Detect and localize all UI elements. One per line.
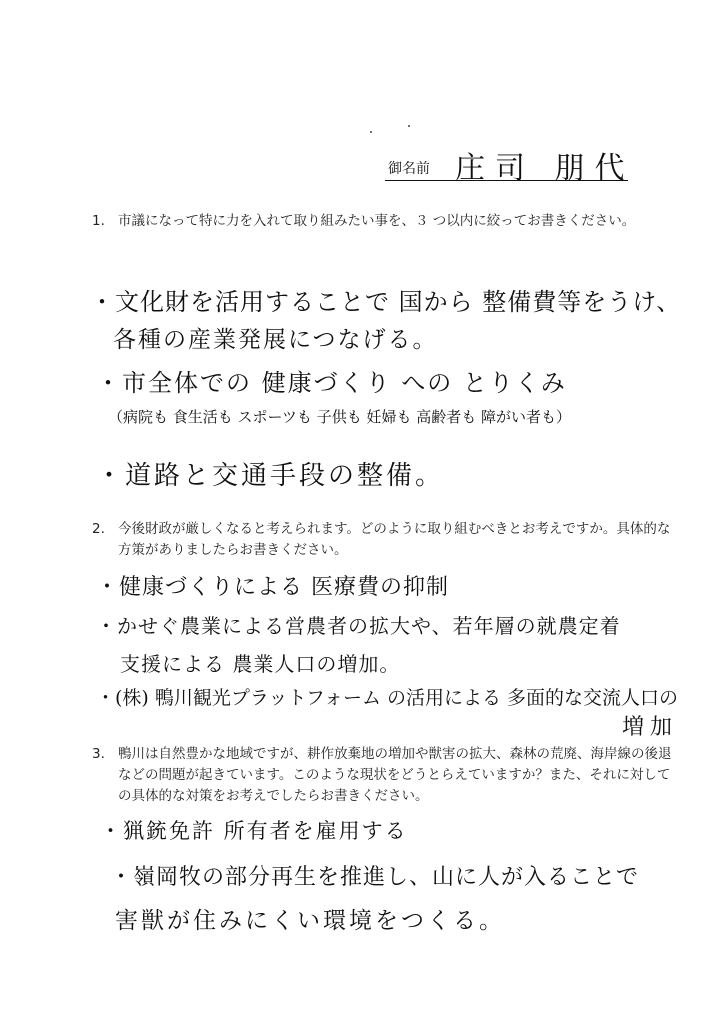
answer-2-line-5: 増加	[622, 715, 679, 740]
answer-3-line-2: ・嶺岡牧の部分再生を推進し、山に人が入ることで	[110, 865, 640, 890]
question-text: 今後財政が厳しくなると考えられます。どのように取り組むべきとお考えですか。具体的な方策がありましたらお書きください。	[118, 521, 671, 558]
answer-3-line-3: 害獣が住みにくい環境をつくる。	[115, 908, 505, 934]
question-text: 鴨川は自然豊かな地域ですが、耕作放棄地の増加や獣害の拡大、森林の荒廃、海岸線の後退などの問題が起きています。このような現状をどうとらえていますか？また、それに対しての具体的な対策をお考えでしたらお書きください。	[118, 746, 672, 804]
scan-speck	[408, 125, 410, 127]
question-number: 1.	[92, 213, 105, 229]
name-handwritten: 庄司 朋代	[455, 151, 635, 186]
scan-speck	[370, 131, 372, 133]
answer-2-line-1: ・健康づくりによる 医療費の抑制	[96, 575, 449, 600]
answer-1-line-4: （病院も 食生活も スポーツも 子供も 妊婦も 高齢者も 障がい者も）	[108, 408, 572, 426]
answer-1-line-1: ・文化財を活用することで 国から 整備費等をうけ、	[90, 288, 682, 316]
answer-1-line-5: ・道路と交通手段の整備。	[96, 461, 445, 491]
question-number: 3.	[92, 746, 105, 762]
answer-1-line-3: ・市全体での 健康づくり への とりくみ	[96, 369, 567, 397]
answer-3-line-1: ・猟銃免許 所有者を雇用する	[100, 819, 408, 843]
name-label: 御名前	[388, 161, 430, 177]
question-text: 市議になって特に力を入れて取り組みたい事を、３ つ以内に絞ってお書きください。	[118, 213, 636, 229]
answer-2-line-4: ・(株) 鴨川観光プラットフォーム の活用による 多面的な交流人口の	[96, 687, 679, 709]
question-number: 2.	[92, 521, 105, 537]
answer-1-line-2: 各種の産業発展につなげる。	[113, 327, 438, 353]
answer-2-line-3: 支援による 農業人口の増加。	[120, 652, 401, 676]
answer-2-line-2: ・かせぐ農業による営農者の拡大や、若年層の就農定着	[96, 614, 621, 638]
name-underline	[385, 180, 628, 181]
